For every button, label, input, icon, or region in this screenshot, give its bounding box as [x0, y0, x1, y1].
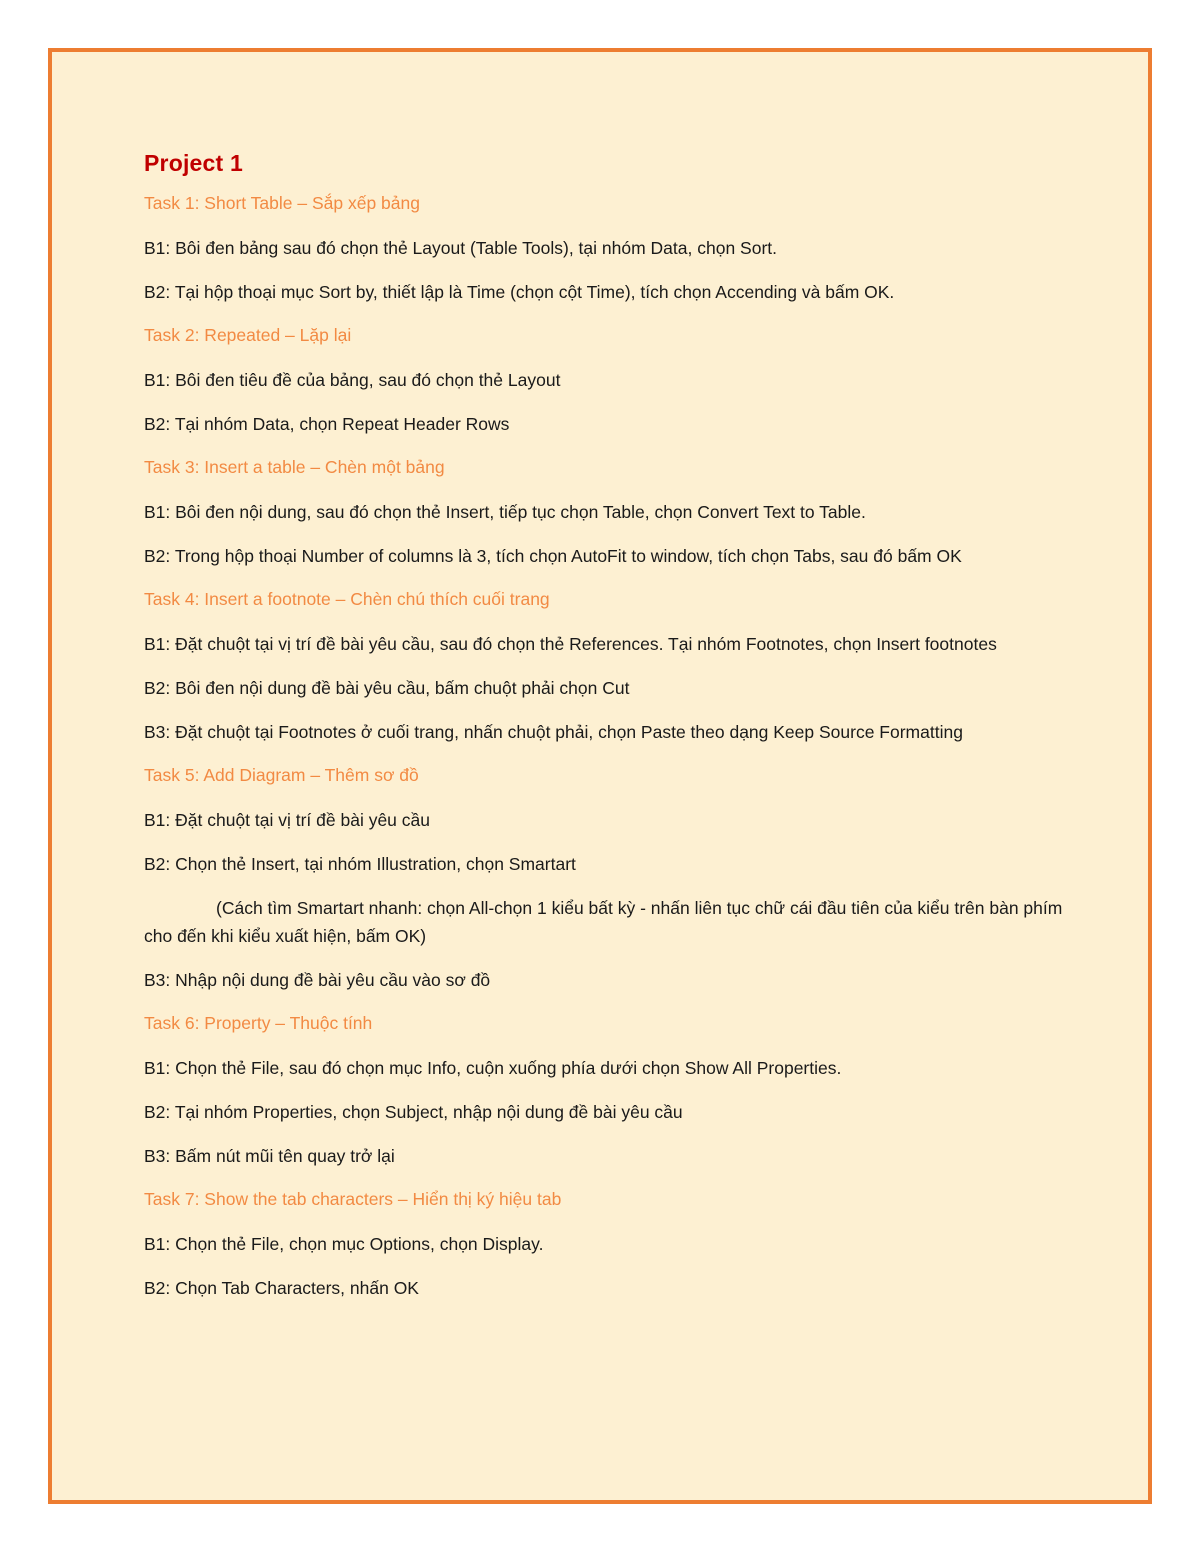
task-2-step-2: B2: Tại nhóm Data, chọn Repeat Header Rows	[144, 414, 510, 434]
task-1-step-1: B1: Bôi đen bảng sau đó chọn thẻ Layout (Table Tools), tại nhóm Data, chọn Sort.	[144, 238, 777, 258]
task-5-step-3: B3: Nhập nội dung đề bài yêu cầu vào sơ đồ	[144, 970, 491, 990]
task-3-step-2: B2: Trong hộp thoại Number of columns là 3, tích chọn AutoFit to window, tích chọn Tabs, sau đó bấm OK	[144, 546, 962, 566]
document-content	[144, 148, 1064, 1318]
task-4-step-1: B1: Đặt chuột tại vị trí đề bài yêu cầu, sau đó chọn thẻ References. Tại nhóm Footnotes, chọn Insert footnotes	[144, 634, 997, 654]
task-5-step-1: B1: Đặt chuột tại vị trí đề bài yêu cầu	[144, 810, 430, 830]
task-3-section	[144, 454, 1064, 570]
document-title: Project 1	[144, 150, 243, 176]
task-6-heading: Task 6: Property – Thuộc tính	[144, 1013, 373, 1033]
task-6-section	[144, 1010, 1064, 1170]
task-1-step-2: B2: Tại hộp thoại mục Sort by, thiết lập là Time (chọn cột Time), tích chọn Accending và bấm OK.	[144, 282, 895, 302]
task-6-step-1: B1: Chọn thẻ File, sau đó chọn mục Info, cuộn xuống phía dưới chọn Show All Properties.	[144, 1058, 842, 1078]
task-7-step-1: B1: Chọn thẻ File, chọn mục Options, chọn Display.	[144, 1234, 544, 1254]
task-5-heading: Task 5: Add Diagram – Thêm sơ đồ	[144, 765, 419, 785]
task-4-step-3: B3: Đặt chuột tại Footnotes ở cuối trang, nhấn chuột phải, chọn Paste theo dạng Keep Source Formatting	[144, 722, 963, 742]
task-7-section	[144, 1186, 1064, 1302]
task-3-heading: Task 3: Insert a table – Chèn một bảng	[144, 457, 445, 477]
task-7-step-2: B2: Chọn Tab Characters, nhấn OK	[144, 1278, 419, 1298]
task-1-heading: Task 1: Short Table – Sắp xếp bảng	[144, 193, 420, 213]
task-2-section	[144, 322, 1064, 438]
task-5-note: (Cách tìm Smartart nhanh: chọn All-chọn 1 kiểu bất kỳ - nhấn liên tục chữ cái đầu tiên của kiểu trên bàn phím cho đến khi kiểu xuất hiện, bấm OK)	[144, 898, 1063, 946]
task-6-step-3: B3: Bấm nút mũi tên quay trở lại	[144, 1146, 395, 1166]
task-2-step-1: B1: Bôi đen tiêu đề của bảng, sau đó chọn thẻ Layout	[144, 370, 561, 390]
task-4-section	[144, 586, 1064, 746]
task-5-section	[144, 762, 1064, 994]
task-1-section	[144, 190, 1064, 306]
task-7-heading: Task 7: Show the tab characters – Hiển thị ký hiệu tab	[144, 1189, 562, 1209]
task-4-step-2: B2: Bôi đen nội dung đề bài yêu cầu, bấm chuột phải chọn Cut	[144, 678, 630, 698]
task-3-step-1: B1: Bôi đen nội dung, sau đó chọn thẻ Insert, tiếp tục chọn Table, chọn Convert Text to Table.	[144, 502, 866, 522]
task-4-heading: Task 4: Insert a footnote – Chèn chú thích cuối trang	[144, 589, 550, 609]
task-5-step-2: B2: Chọn thẻ Insert, tại nhóm Illustration, chọn Smartart	[144, 854, 576, 874]
task-6-step-2: B2: Tại nhóm Properties, chọn Subject, nhập nội dung đề bài yêu cầu	[144, 1102, 683, 1122]
page-frame	[48, 48, 1152, 1504]
task-2-heading: Task 2: Repeated – Lặp lại	[144, 325, 352, 345]
